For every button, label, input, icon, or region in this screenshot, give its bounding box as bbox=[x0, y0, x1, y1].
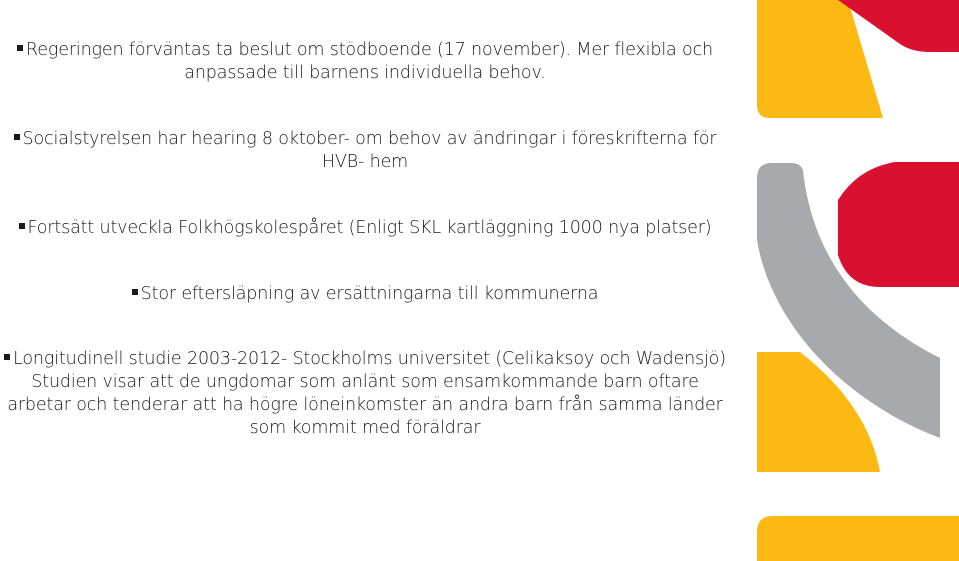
bullet-line: Regeringen förväntas ta beslut om stödboende (17 november). Mer flexibla och bbox=[26, 40, 713, 60]
bullet-line: anpassade till barnens individuella behov. bbox=[184, 63, 546, 83]
yellow-shape-bottom bbox=[757, 516, 959, 561]
bullet-line: arbetar och tenderar att ha högre löneinkomster än andra barn från samma länder bbox=[7, 395, 723, 415]
bullet-line: Stor eftersläpning av ersättningarna till kommunerna bbox=[140, 284, 599, 304]
bullet-line: HVB- hem bbox=[321, 152, 409, 172]
bullet-line: Fortsätt utveckla Folkhögskolespåret (Enligt SKL kartläggning 1000 nya platser) bbox=[27, 218, 712, 238]
bullet-line: Socialstyrelsen har hearing 8 oktober- om behov av ändringar i föreskrifterna för bbox=[22, 129, 717, 149]
bullet-line: Studien visar att de ungdomar som anlänt som ensamkommande barn oftare bbox=[31, 372, 699, 392]
red-shape-middle bbox=[838, 162, 959, 287]
bullet-line: som kommit med föräldrar bbox=[249, 418, 481, 438]
bullet-line: Longitudinell studie 2003-2012- Stockholms universitet (Celikaksoy och Wadensjö) bbox=[13, 349, 726, 369]
